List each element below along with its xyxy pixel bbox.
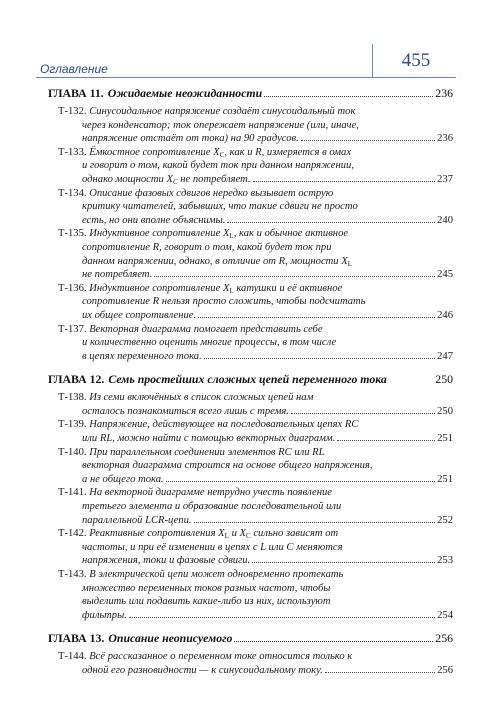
entry-text: катушки и её активное bbox=[233, 282, 343, 294]
entry-line bbox=[82, 595, 453, 609]
entry-line bbox=[82, 295, 453, 309]
entry-last-line bbox=[82, 514, 453, 528]
entry-line bbox=[82, 500, 453, 514]
entry-text: данном напряжении, однако, в отличие от R, мощности X bbox=[82, 255, 348, 267]
entry-text: сопротивление R, говорит о том, какой будет ток при bbox=[82, 241, 332, 253]
entry-number: Т-141. bbox=[58, 487, 90, 499]
chapter-label: ГЛАВА 13. bbox=[48, 631, 105, 646]
dot-leader bbox=[166, 481, 435, 482]
entry-page: 253 bbox=[437, 555, 453, 567]
chapter-heading[interactable] bbox=[48, 631, 453, 646]
entry-number: Т-136. bbox=[58, 282, 90, 294]
entry-text: напряжения, токи и фазовые сдвиги. bbox=[82, 555, 251, 567]
entry-line bbox=[58, 146, 453, 160]
entry-line bbox=[58, 282, 453, 296]
entry-text: Описание фазовых сдвигов нередко вызывает острую bbox=[89, 187, 334, 199]
entry-line bbox=[82, 159, 453, 173]
subscript: L bbox=[347, 259, 353, 268]
toc-entry[interactable] bbox=[58, 323, 453, 364]
entry-last-line bbox=[82, 214, 453, 228]
toc-entry[interactable] bbox=[58, 282, 453, 323]
entry-number: Т-143. bbox=[58, 569, 90, 580]
chapter-heading[interactable] bbox=[48, 372, 453, 387]
dot-leader bbox=[337, 440, 435, 441]
entry-number: Т-132. bbox=[58, 106, 90, 117]
entry-text: и говорит о том, какой будет ток при данном напряжении, bbox=[82, 160, 354, 172]
entry-number: Т-139. bbox=[58, 419, 90, 431]
section-title: Оглавление bbox=[40, 62, 108, 76]
dot-leader bbox=[264, 96, 433, 97]
entry-number: Т-135. bbox=[58, 228, 90, 240]
entry-text: а не общего тока. bbox=[82, 473, 164, 485]
entry-text: и X bbox=[228, 528, 246, 540]
entry-text: осталось познакомиться всего лишь с тремя. bbox=[82, 405, 289, 417]
chapter-heading[interactable] bbox=[48, 86, 453, 101]
toc-entry[interactable] bbox=[58, 527, 453, 568]
entry-page: 237 bbox=[437, 173, 453, 185]
entry-text: одной его разновидности — к синусоидальному току. bbox=[82, 664, 323, 676]
chapter-page: 250 bbox=[435, 372, 453, 387]
dot-leader bbox=[154, 276, 435, 277]
dot-leader bbox=[253, 181, 436, 182]
entry-text: векторная диаграмма строится на основе общего напряжения, bbox=[82, 460, 373, 472]
chapter-label: ГЛАВА 12. bbox=[48, 372, 105, 387]
entry-text: Напряжение, действующее на последовательных цепях RC bbox=[89, 419, 359, 431]
subscript: C bbox=[172, 177, 178, 186]
entry-line bbox=[82, 255, 453, 269]
page-header bbox=[0, 44, 500, 78]
entry-text: напряжение отстаёт от тока) на 90 градусов. bbox=[82, 133, 299, 145]
entry-line bbox=[82, 200, 453, 214]
entry-last-line bbox=[82, 350, 453, 364]
entry-text: критику читателей, забывших, что такие сдвиги не просто bbox=[82, 201, 358, 213]
entry-text: выделить или подавить какие-либо из них, используют bbox=[82, 596, 331, 608]
entry-last-line bbox=[82, 132, 453, 146]
chapter-page: 236 bbox=[435, 86, 453, 100]
entry-text: есть, но они вполне объяснимы. bbox=[82, 214, 226, 226]
entry-page: 240 bbox=[437, 214, 453, 226]
toc-entry[interactable] bbox=[58, 568, 453, 622]
entry-last-line bbox=[82, 473, 453, 487]
toc-entry[interactable] bbox=[58, 446, 453, 487]
entry-line bbox=[82, 459, 453, 473]
entry-text: Синусоидальное напряжение создаёт синусоидальный ток bbox=[89, 106, 356, 117]
entry-line bbox=[82, 241, 453, 255]
entry-page: 246 bbox=[437, 309, 453, 321]
entry-page: 251 bbox=[437, 433, 453, 445]
entry-line bbox=[58, 527, 453, 541]
dot-leader bbox=[325, 672, 435, 673]
subscript: C bbox=[219, 150, 225, 159]
subscript: L bbox=[229, 286, 234, 295]
chapter-title: Ожидаемые неожиданности bbox=[107, 86, 263, 100]
entry-page: 247 bbox=[437, 350, 453, 362]
entry-page: 251 bbox=[437, 473, 453, 485]
subscript: L bbox=[224, 532, 229, 541]
entry-last-line bbox=[82, 268, 453, 282]
entry-line bbox=[58, 227, 453, 241]
entry-text: в цепях переменного тока. bbox=[82, 350, 202, 362]
entry-text: , как и обычное активное bbox=[233, 228, 349, 240]
toc-entry[interactable] bbox=[58, 650, 453, 677]
entry-page: 254 bbox=[437, 609, 453, 621]
entry-last-line bbox=[82, 173, 453, 187]
dot-leader bbox=[227, 222, 435, 223]
entry-line bbox=[82, 119, 453, 133]
entry-page: 236 bbox=[437, 133, 453, 145]
dot-leader bbox=[301, 140, 435, 141]
entry-text: Ёмкостное сопротивление X bbox=[89, 146, 220, 158]
entry-number: Т-134. bbox=[58, 187, 90, 199]
header-divider bbox=[372, 44, 373, 78]
entry-line bbox=[58, 650, 453, 664]
dot-leader bbox=[291, 413, 435, 414]
toc-entry[interactable] bbox=[58, 391, 453, 418]
toc-entry[interactable] bbox=[58, 227, 453, 281]
entry-text: третьего элемента и образование последовательной или bbox=[82, 501, 342, 513]
entry-text: или RL, можно найти с помощью векторных диаграмм. bbox=[82, 433, 336, 445]
entry-text: сильно зависят от bbox=[250, 528, 339, 540]
entry-text: не потребляет. bbox=[177, 173, 251, 185]
dot-leader bbox=[234, 641, 433, 642]
chapter-title: Семь простейших сложных цепей переменного тока bbox=[108, 372, 387, 387]
entry-page: 256 bbox=[437, 664, 453, 676]
entry-line bbox=[58, 323, 453, 337]
subscript: C bbox=[246, 532, 251, 541]
table-of-contents bbox=[48, 82, 453, 678]
subscript: L bbox=[229, 232, 234, 241]
dot-leader bbox=[129, 617, 435, 618]
header-rule bbox=[36, 77, 456, 78]
dot-leader bbox=[194, 522, 436, 523]
entry-line bbox=[58, 446, 453, 460]
entry-text: Из семи включённых в список сложных цепей нам bbox=[89, 392, 314, 404]
entry-text: В электрической цепи может одновременно протекать bbox=[89, 569, 344, 580]
entry-line bbox=[82, 582, 453, 596]
entry-line bbox=[58, 391, 453, 405]
entry-line bbox=[58, 418, 453, 432]
toc-entry[interactable] bbox=[58, 187, 453, 228]
entry-text: сопротивление R нельзя просто сложить, чтобы подсчитать bbox=[82, 296, 366, 308]
entry-number: Т-138. bbox=[58, 392, 90, 404]
entry-text: фильтры. bbox=[82, 609, 127, 621]
entry-line bbox=[58, 568, 453, 582]
dot-leader bbox=[204, 358, 435, 359]
entry-page: 245 bbox=[437, 269, 453, 281]
entry-text: однако мощности $X_C$ не потребляет. bbox=[82, 173, 251, 186]
entry-last-line bbox=[82, 405, 453, 419]
entry-last-line bbox=[82, 554, 453, 568]
entry-text: их общее сопротивление. bbox=[82, 309, 197, 321]
entry-number: Т-144. bbox=[58, 651, 90, 663]
entry-text: не потребляет. bbox=[82, 269, 153, 281]
entry-number: Т-133. bbox=[58, 146, 90, 158]
entry-text: Индуктивное сопротивление X bbox=[89, 228, 230, 240]
entry-page: 252 bbox=[437, 514, 453, 526]
entry-page: 250 bbox=[437, 405, 453, 417]
entry-last-line bbox=[82, 432, 453, 446]
page-number: 455 bbox=[401, 50, 431, 71]
entry-text: и количественно оценить многие процессы, в том числе bbox=[82, 337, 337, 349]
entry-number: Т-140. bbox=[58, 446, 90, 458]
toc-entry[interactable] bbox=[58, 105, 453, 146]
entry-line bbox=[58, 105, 453, 119]
entry-text: Всё рассказанное о переменном токе относится только к bbox=[89, 651, 353, 663]
entry-text: При параллельном соединении элементов RC или RL bbox=[89, 446, 325, 458]
entry-text: множество переменных токов разных частот, чтобы bbox=[82, 582, 331, 594]
toc-entry[interactable] bbox=[58, 486, 453, 527]
entry-text: На векторной диаграмме нетрудно учесть появление bbox=[89, 487, 333, 499]
entry-line bbox=[58, 486, 453, 500]
entry-text: Реактивные сопротивления X bbox=[89, 528, 225, 540]
entry-last-line bbox=[82, 609, 453, 623]
entry-text: через конденсатор; ток опережает напряжение (или, иначе, bbox=[82, 119, 359, 131]
toc-entry[interactable] bbox=[58, 146, 453, 187]
dot-leader bbox=[252, 562, 435, 563]
chapter-title: Описание неописуемого bbox=[108, 631, 233, 646]
chapter-page: 256 bbox=[435, 631, 453, 646]
entry-text: Индуктивное сопротивление X bbox=[89, 282, 230, 294]
entry-line bbox=[82, 336, 453, 350]
entry-line bbox=[82, 541, 453, 555]
entry-text: частоты, и при её изменении в цепях с L или C меняются bbox=[82, 541, 343, 553]
toc-entry[interactable] bbox=[58, 418, 453, 445]
entry-last-line bbox=[82, 664, 453, 678]
entry-number: Т-137. bbox=[58, 323, 90, 335]
entry-text: параллельной LCR-цепи. bbox=[82, 514, 192, 526]
dot-leader bbox=[198, 317, 435, 318]
chapter-label: ГЛАВА 11. bbox=[48, 86, 104, 100]
entry-line bbox=[58, 187, 453, 201]
entry-text: Векторная диаграмма помогает представить себе bbox=[89, 323, 323, 335]
entry-last-line bbox=[82, 309, 453, 323]
entry-number: Т-142. bbox=[58, 528, 90, 540]
entry-text: , как и R, измеряется в омах bbox=[224, 146, 352, 158]
